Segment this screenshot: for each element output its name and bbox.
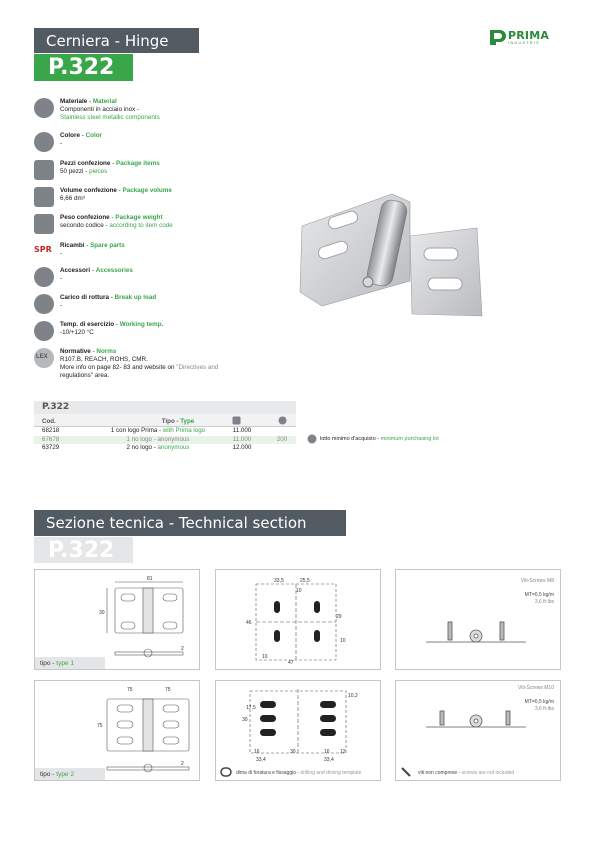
brand-logo (488, 28, 568, 48)
package-volume-icon (34, 187, 54, 207)
package-items-icon (34, 160, 54, 180)
package-qty-icon (232, 416, 241, 425)
torque-note: Viti-Screws M10 MT=0,5 kg/m 3,6 ft-lbs (517, 685, 554, 712)
svg-text:29: 29 (336, 614, 342, 620)
code-band (34, 54, 133, 81)
screwdriver-icon (400, 766, 412, 778)
section-code: P.322 (48, 538, 115, 563)
drill-note: dima di foratura e fissaggio - drilling and driving template (236, 770, 362, 776)
svg-text:47: 47 (288, 660, 294, 666)
drawing-type2 (34, 680, 200, 781)
brand-name: PRIMA (508, 29, 550, 42)
svg-text:25,5: 25,5 (300, 578, 310, 584)
page-title: Cerniera - Hinge (46, 32, 169, 50)
template-icon (220, 767, 232, 777)
table-title: P.322 (42, 402, 70, 412)
drawing-screw2 (395, 680, 561, 781)
svg-text:46: 46 (246, 620, 252, 626)
svg-text:75: 75 (127, 687, 133, 693)
title-band (34, 28, 199, 53)
section-title: Sezione tecnica - Technical section (46, 514, 307, 532)
svg-text:33,4: 33,4 (256, 757, 266, 763)
drawing-screw1 (395, 569, 561, 670)
table-header (34, 414, 296, 427)
svg-text:33,5: 33,5 (274, 578, 284, 584)
screw-note: viti non comprese - screws are not included (418, 770, 515, 776)
svg-text:10: 10 (262, 654, 268, 660)
drawing-template2 (215, 680, 381, 781)
svg-text:17,5: 17,5 (246, 705, 256, 711)
svg-text:12: 12 (340, 749, 346, 755)
svg-text:75: 75 (165, 687, 171, 693)
drawing-template1 (215, 569, 381, 670)
svg-text:75: 75 (97, 723, 103, 729)
svg-text:33,4: 33,4 (324, 757, 334, 763)
table-row: 63729 2 no logo - anonymous 12.000 (42, 444, 252, 451)
brand-sub: INDUSTRIE (508, 41, 541, 45)
package-weight-icon (34, 214, 54, 234)
type-tag: tipo - type 2 (35, 768, 105, 780)
svg-text:2: 2 (181, 761, 184, 767)
accessories-icon (34, 267, 54, 287)
table-row: 67678 1 no logo - anonymous 11.000 200 (34, 436, 296, 445)
min-lot-icon (278, 416, 287, 425)
type-tag: tipo - type 1 (35, 657, 105, 669)
hinge-product-image (282, 186, 502, 326)
lot-note: lotto minimo d'acquisto - minimum purchasing lot (320, 436, 439, 442)
torque-note: Viti-Screws M8 MT=0,5 kg/m 3,6 ft-lbs (520, 578, 554, 605)
col-cod: Cod. (42, 418, 56, 425)
svg-text:2: 2 (181, 646, 184, 652)
svg-text:16: 16 (324, 749, 330, 755)
section-code-band (34, 537, 133, 563)
drawing-type1 (34, 569, 200, 670)
svg-text:30: 30 (290, 749, 296, 755)
min-lot-icon (307, 434, 317, 444)
col-type: Tipo - Type (161, 418, 195, 425)
product-table (34, 414, 296, 453)
material-icon (34, 98, 54, 118)
section-band (34, 510, 346, 536)
svg-text:30: 30 (99, 610, 105, 616)
svg-text:10: 10 (296, 588, 302, 594)
svg-text:10,2: 10,2 (348, 693, 358, 699)
working-temp-icon (34, 321, 54, 341)
spare-parts-icon: SPR (34, 245, 52, 254)
svg-text:16: 16 (254, 749, 260, 755)
svg-text:10: 10 (340, 638, 346, 644)
svg-text:81: 81 (147, 576, 153, 582)
norms-icon: LEX (34, 348, 54, 368)
brand-mark-icon (488, 28, 506, 46)
table-row: 68218 1 con logo Prima - with Prima logo 11.000 (42, 427, 252, 434)
break-up-load-icon (34, 294, 54, 314)
product-code: P.322 (48, 55, 115, 80)
svg-text:30: 30 (242, 717, 248, 723)
color-icon (34, 132, 54, 152)
table-title-band (34, 401, 296, 414)
